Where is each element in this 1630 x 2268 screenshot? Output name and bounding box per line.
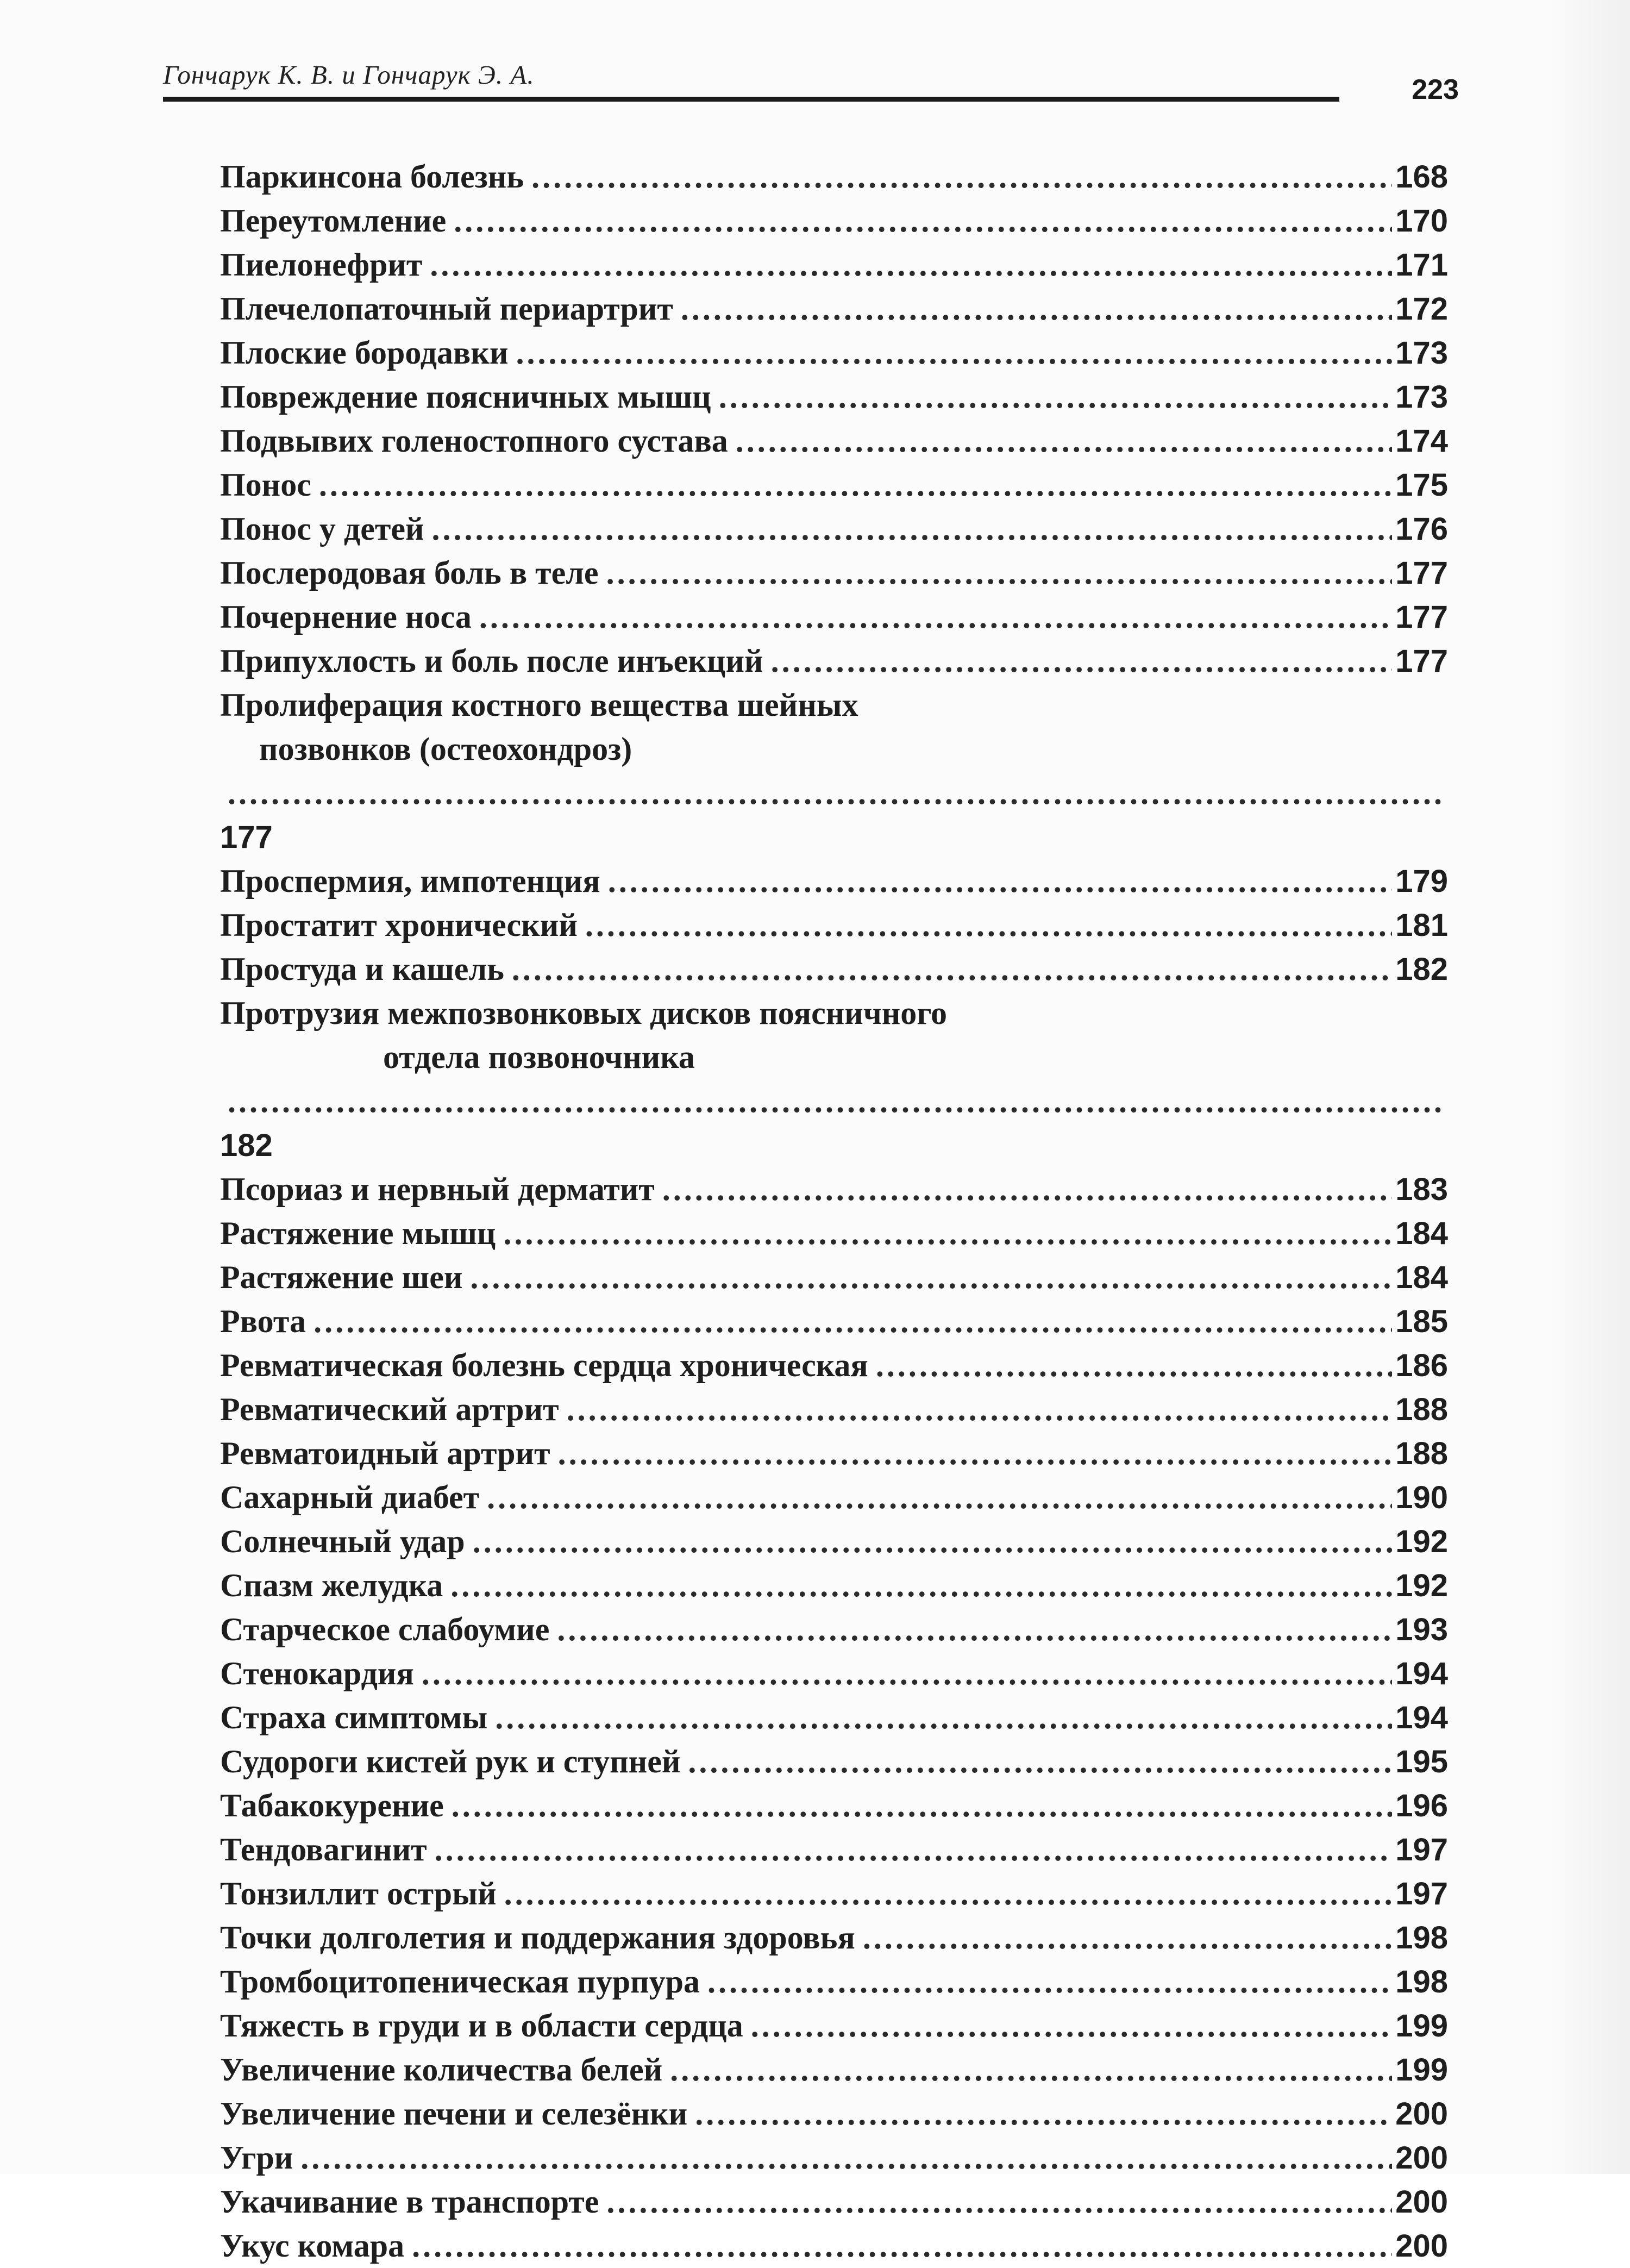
entry-page-number: 177: [220, 820, 273, 855]
dot-leader: [516, 331, 1392, 375]
page-edge-shadow: [1548, 0, 1630, 2174]
index-entry: [220, 2048, 1448, 2092]
entry-title: Припухлость и боль после инъекций: [220, 643, 763, 679]
entry-title: Судороги кистей рук и ступней: [220, 1744, 681, 1779]
entry-title: Точки долголетия и поддержания здоровья: [220, 1920, 855, 1955]
entry-page-number: 199: [1395, 2008, 1448, 2044]
index-entry: [220, 507, 1448, 551]
dot-leader: [452, 1784, 1392, 1828]
dot-leader: [608, 859, 1392, 903]
entry-page-number: 182: [220, 1128, 273, 1163]
entry-title: Укус комара: [220, 2228, 405, 2264]
entry-page-number: 184: [1395, 1216, 1448, 1251]
dot-leader: [450, 1564, 1392, 1608]
index-entry: [220, 2004, 1448, 2048]
dot-leader: [531, 155, 1392, 199]
index-entry: [220, 1784, 1448, 1828]
entry-page-number: 173: [1395, 379, 1448, 415]
entry-title: Ревматическая болезнь сердца хроническая: [220, 1347, 868, 1383]
entry-page-number: 185: [1395, 1304, 1448, 1339]
entry-title: Укачивание в транспорте: [220, 2184, 599, 2220]
entry-page-number: 168: [1395, 159, 1448, 195]
index-entry: [220, 1520, 1448, 1564]
entry-title: Понос: [220, 467, 311, 503]
dot-leader: [412, 2224, 1392, 2268]
dot-leader: [430, 243, 1392, 287]
entry-page-number: 182: [1395, 952, 1448, 987]
dot-leader: [863, 1916, 1392, 1960]
dot-leader: [557, 1608, 1392, 1652]
index-entry: [220, 1167, 1448, 1211]
running-header: [163, 57, 1459, 117]
entry-page-number: 175: [1395, 467, 1448, 503]
entry-title: Угри: [220, 2140, 293, 2176]
dot-leader: [454, 199, 1392, 243]
entry-page-number: 192: [1395, 1568, 1448, 1603]
entry-page-number: 197: [1395, 1832, 1448, 1867]
index-entry: [220, 1344, 1448, 1388]
entry-title: Понос у детей: [220, 511, 424, 547]
dot-leader: [662, 1167, 1392, 1211]
index-entry: [220, 1652, 1448, 1696]
entry-page-number: 188: [1395, 1392, 1448, 1427]
index-entry: [220, 639, 1448, 683]
dot-leader: [435, 1828, 1393, 1872]
index-list: [220, 155, 1448, 2268]
entry-page-number: 172: [1395, 291, 1448, 327]
entry-title: Послеродовая боль в теле: [220, 555, 599, 591]
dot-leader: [606, 2180, 1392, 2224]
entry-title-continuation: отдела позвоночника: [383, 1039, 695, 1075]
dot-leader: [585, 903, 1392, 947]
index-entry: [220, 683, 1448, 859]
entry-title: Растяжение мышц: [220, 1215, 496, 1251]
entry-title: Паркинсона болезнь: [220, 159, 524, 195]
index-entry: [220, 1608, 1448, 1652]
entry-page-number: 184: [1395, 1260, 1448, 1295]
entry-title: Тендовагинит: [220, 1832, 427, 1867]
entry-page-number: 181: [1395, 908, 1448, 943]
dot-leader: [479, 595, 1392, 639]
entry-title: Подвывих голеностопного сустава: [220, 423, 728, 459]
entry-title: Простуда и кашель: [220, 951, 504, 987]
index-entry: [220, 859, 1448, 903]
dot-leader: [228, 771, 1445, 815]
entry-page-number: 200: [1395, 2096, 1448, 2132]
entry-page-number: 173: [1395, 335, 1448, 371]
entry-title: Старческое слабоумие: [220, 1611, 550, 1647]
index-entry: [220, 1696, 1448, 1740]
dot-leader: [670, 2048, 1392, 2092]
dot-leader: [567, 1388, 1393, 1432]
entry-title: Псориаз и нервный дерматит: [220, 1171, 655, 1207]
dot-leader: [504, 1872, 1393, 1916]
entry-page-number: 179: [1395, 864, 1448, 899]
index-entry: [220, 2092, 1448, 2136]
entry-title: Простатит хронический: [220, 907, 578, 943]
entry-title: Растяжение шеи: [220, 1259, 463, 1295]
entry-page-number: 195: [1395, 1744, 1448, 1779]
dot-leader: [512, 947, 1392, 991]
entry-page-number: 177: [1395, 599, 1448, 635]
entry-page-number: 174: [1395, 423, 1448, 459]
index-entry: [220, 2224, 1448, 2268]
entry-title: Рвота: [220, 1303, 306, 1339]
dot-leader: [314, 1299, 1392, 1344]
dot-leader: [503, 1211, 1392, 1255]
entry-title: Плечелопаточный периартрит: [220, 291, 673, 327]
dot-leader: [558, 1432, 1393, 1476]
dot-leader: [688, 1740, 1392, 1784]
entry-page-number: 188: [1395, 1436, 1448, 1471]
index-entry: [220, 2180, 1448, 2224]
dot-leader: [470, 1255, 1392, 1299]
entry-title: Тонзиллит острый: [220, 1876, 497, 1911]
dot-leader: [300, 2136, 1392, 2180]
entry-title: Переутомление: [220, 203, 447, 239]
dot-leader: [319, 463, 1392, 507]
dot-leader: [681, 287, 1392, 331]
index-entry: [220, 595, 1448, 639]
index-entry: [220, 2136, 1448, 2180]
entry-title: Страха симптомы: [220, 1700, 488, 1735]
dot-leader: [432, 507, 1393, 551]
entry-title: Протрузия межпозвонковых дисков поясничного: [220, 995, 948, 1031]
dot-leader: [719, 375, 1393, 419]
entry-page-number: 200: [1395, 2228, 1448, 2264]
entry-page-number: 192: [1395, 1524, 1448, 1559]
dot-leader: [876, 1344, 1392, 1388]
entry-title: Увеличение печени и селезёнки: [220, 2096, 688, 2132]
entry-page-number: 183: [1395, 1172, 1448, 1207]
dot-leader: [707, 1960, 1392, 2004]
index-entry: [220, 199, 1448, 243]
entry-title: Ревматоидный артрит: [220, 1435, 550, 1471]
entry-page-number: 194: [1395, 1700, 1448, 1735]
entry-title: Стенокардия: [220, 1655, 414, 1691]
entry-page-number: 198: [1395, 1964, 1448, 2000]
entry-page-number: 193: [1395, 1612, 1448, 1647]
index-entry: [220, 155, 1448, 199]
entry-page-number: 177: [1395, 643, 1448, 679]
dot-leader: [736, 419, 1392, 463]
entry-title: Пиелонефрит: [220, 247, 423, 283]
entry-title: Проспермия, импотенция: [220, 863, 600, 899]
index-entry: [220, 1872, 1448, 1916]
index-entry: [220, 243, 1448, 287]
dot-leader: [228, 1079, 1445, 1123]
entry-title: Тромбоцитопеническая пурпура: [220, 1964, 700, 2000]
dot-leader: [606, 551, 1393, 595]
index-entry: [220, 903, 1448, 947]
entry-page-number: 200: [1395, 2140, 1448, 2176]
entry-page-number: 170: [1395, 203, 1448, 239]
dot-leader: [751, 2004, 1392, 2048]
entry-title: Ревматический артрит: [220, 1391, 559, 1427]
index-entry: [220, 1211, 1448, 1255]
entry-page-number: 197: [1395, 1876, 1448, 1911]
index-entry: [220, 419, 1448, 463]
dot-leader: [771, 639, 1393, 683]
dot-leader: [495, 1696, 1392, 1740]
entry-page-number: 171: [1395, 247, 1448, 283]
index-entry: [220, 991, 1448, 1167]
entry-title: Плоские бородавки: [220, 335, 509, 371]
dot-leader: [473, 1520, 1393, 1564]
entry-page-number: 186: [1395, 1348, 1448, 1383]
entry-title: Тяжесть в груди и в области сердца: [220, 2008, 743, 2044]
index-entry: [220, 331, 1448, 375]
entry-page-number: 196: [1395, 1788, 1448, 1823]
entry-title: Повреждение поясничных мышц: [220, 379, 711, 415]
entry-title: Спазм желудка: [220, 1567, 443, 1603]
index-entry: [220, 1255, 1448, 1299]
index-entry: [220, 463, 1448, 507]
index-entry: [220, 287, 1448, 331]
header-authors: Гончарук К. В. и Гончарук Э. А.: [163, 60, 535, 90]
index-entry: [220, 1916, 1448, 1960]
entry-title: Почернение носа: [220, 599, 472, 635]
entry-title: Сахарный диабет: [220, 1479, 480, 1515]
index-entry: [220, 947, 1448, 991]
index-entry: [220, 1740, 1448, 1784]
entry-page-number: 177: [1395, 555, 1448, 591]
entry-title: Солнечный удар: [220, 1523, 465, 1559]
index-entry: [220, 1432, 1448, 1476]
entry-page-number: 194: [1395, 1656, 1448, 1691]
header-rule: [163, 97, 1339, 102]
entry-title: Пролиферация костного вещества шейных: [220, 687, 858, 723]
index-entry: [220, 1476, 1448, 1520]
entry-title: Увеличение количества белей: [220, 2052, 663, 2088]
page-number: 223: [1412, 74, 1459, 105]
dot-leader: [487, 1476, 1392, 1520]
dot-leader: [695, 2092, 1392, 2136]
index-entry: [220, 1828, 1448, 1872]
entry-page-number: 176: [1395, 511, 1448, 547]
index-entry: [220, 1960, 1448, 2004]
entry-page-number: 200: [1395, 2184, 1448, 2220]
index-entry: [220, 1564, 1448, 1608]
index-entry: [220, 375, 1448, 419]
index-entry: [220, 1299, 1448, 1344]
index-entry: [220, 1388, 1448, 1432]
index-entry: [220, 551, 1448, 595]
entry-page-number: 198: [1395, 1920, 1448, 1955]
entry-page-number: 199: [1395, 2052, 1448, 2088]
entry-page-number: 190: [1395, 1480, 1448, 1515]
entry-title-continuation: позвонков (остеохондроз): [259, 731, 632, 767]
dot-leader: [422, 1652, 1392, 1696]
entry-title: Табакокурение: [220, 1788, 444, 1823]
